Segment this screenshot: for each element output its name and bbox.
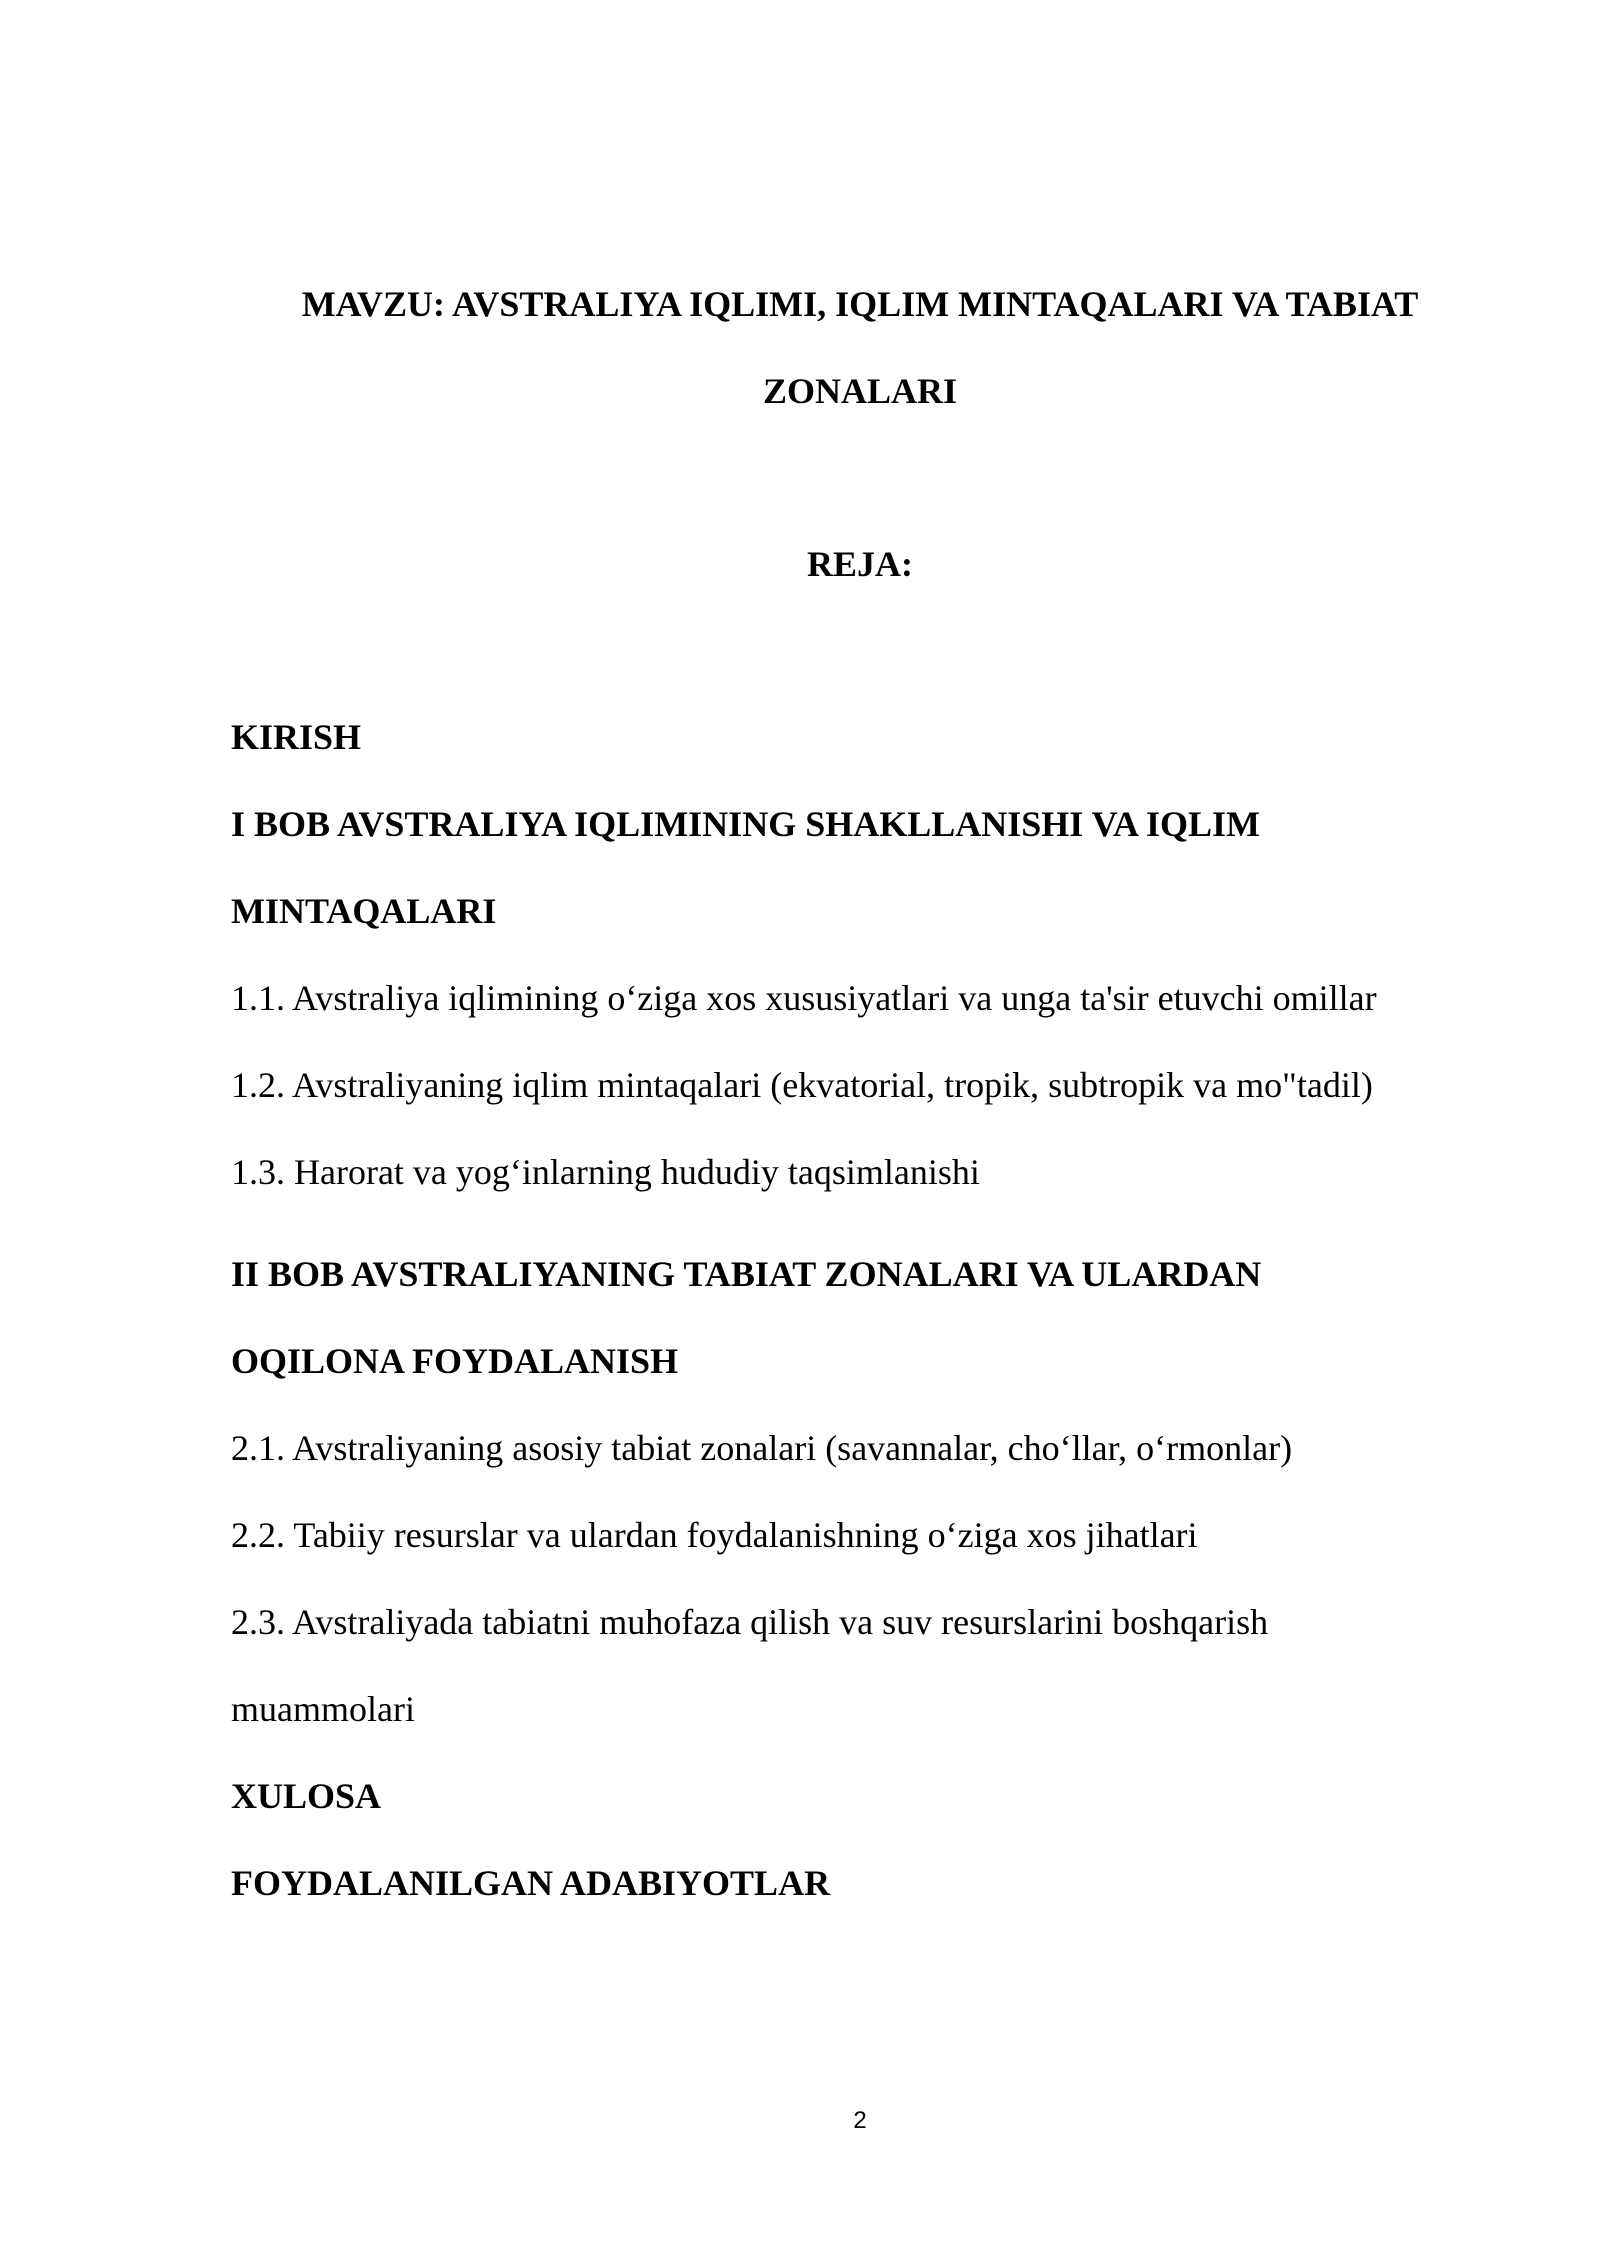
toc-references: FOYDALANILGAN ADABIYOTLAR <box>231 1863 831 1903</box>
toc-item-1-3: 1.3. Harorat va yog‘inlarning hududiy taqsimlanishi <box>231 1152 980 1192</box>
toc-item-2-2: 2.2. Tabiiy resurslar va ulardan foydalanishning o‘ziga xos jihatlari <box>231 1515 1198 1555</box>
plan-heading: REJA: <box>807 544 913 584</box>
toc-chapter1-line2: MINTAQALARI <box>231 891 497 931</box>
title-line-1: MAVZU: AVSTRALIYA IQLIMI, IQLIM MINTAQALARI VA TABIAT <box>301 284 1419 324</box>
toc-item-2-1: 2.1. Avstraliyaning asosiy tabiat zonalari (savannalar, cho‘llar, o‘rmonlar) <box>231 1428 1293 1468</box>
page-number: 2 <box>853 2107 867 2134</box>
toc-intro: KIRISH <box>231 717 362 757</box>
title-line-2: ZONALARI <box>762 371 958 411</box>
toc-chapter2-line1: II BOB AVSTRALIYANING TABIAT ZONALARI VA ULARDAN <box>231 1254 1262 1294</box>
toc-chapter2-line2: OQILONA FOYDALANISH <box>231 1341 679 1381</box>
toc-item-1-1: 1.1. Avstraliya iqlimining o‘ziga xos xususiyatlari va unga ta'sir etuvchi omillar <box>231 978 1377 1018</box>
toc-conclusion: XULOSA <box>231 1776 382 1816</box>
toc-item-2-3-continuation: muammolari <box>231 1689 415 1729</box>
toc-item-2-3: 2.3. Avstraliyada tabiatni muhofaza qilish va suv resurslarini boshqarish <box>231 1602 1269 1642</box>
toc-item-1-2: 1.2. Avstraliyaning iqlim mintaqalari (ekvatorial, tropik, subtropik va mo"tadil) <box>231 1065 1373 1105</box>
toc-chapter1-line1: I BOB AVSTRALIYA IQLIMINING SHAKLLANISHI VA IQLIM <box>231 804 1261 844</box>
